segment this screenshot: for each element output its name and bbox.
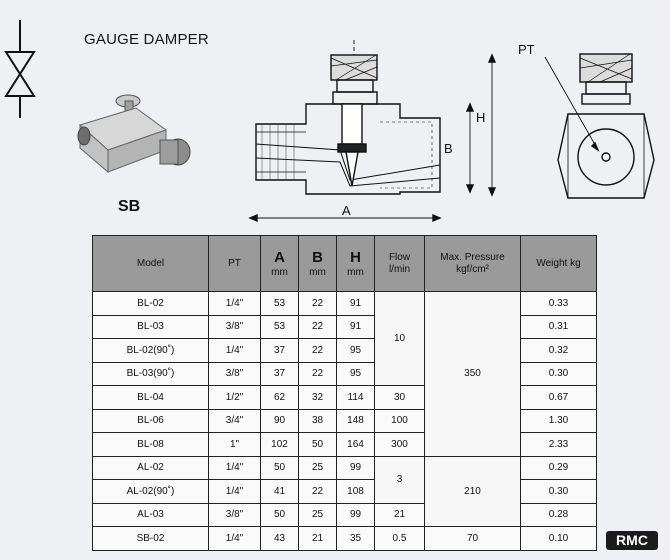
cell-model: BL-03(90˚)	[93, 362, 209, 386]
cell-pt: 1/4"	[209, 527, 261, 551]
cell-a: 50	[261, 456, 299, 480]
cell-h: 99	[337, 503, 375, 527]
table-row	[93, 503, 597, 527]
cell-b: 22	[299, 362, 337, 386]
header-a: A mm	[261, 236, 299, 292]
cell-a: 102	[261, 433, 299, 457]
cell-b: 22	[299, 292, 337, 316]
cell-pt: 3/4"	[209, 409, 261, 433]
cell-weight: 0.10	[521, 527, 597, 551]
cell-b: 22	[299, 315, 337, 339]
cell-a: 62	[261, 386, 299, 410]
cell-flow: 30	[375, 386, 425, 410]
table-row	[93, 527, 597, 551]
cell-weight: 0.33	[521, 292, 597, 316]
cell-weight: 1.30	[521, 409, 597, 433]
table-row	[93, 409, 597, 433]
cell-h: 148	[337, 409, 375, 433]
cell-model: BL-02(90˚)	[93, 339, 209, 363]
front-section-drawing	[250, 40, 495, 221]
header-h: H mm	[337, 236, 375, 292]
cell-flow: 100	[375, 409, 425, 433]
cell-model: BL-03	[93, 315, 209, 339]
cell-h: 91	[337, 292, 375, 316]
cell-model: AL-02	[93, 456, 209, 480]
cell-h: 91	[337, 315, 375, 339]
table-row	[93, 480, 597, 504]
cell-model: SB-02	[93, 527, 209, 551]
cell-b: 25	[299, 503, 337, 527]
cell-b: 21	[299, 527, 337, 551]
cell-pt: 1/4"	[209, 456, 261, 480]
cell-pt: 3/8"	[209, 503, 261, 527]
cell-b: 22	[299, 480, 337, 504]
cell-h: 108	[337, 480, 375, 504]
product-label: SB	[118, 198, 141, 215]
cell-b: 38	[299, 409, 337, 433]
spec-table	[92, 235, 597, 551]
cell-h: 95	[337, 362, 375, 386]
cell-pressure: 210	[425, 456, 521, 527]
cell-a: 53	[261, 315, 299, 339]
header-max-pressure: Max. Pressure kgf/cm²	[425, 236, 521, 292]
cell-pressure: 70	[425, 527, 521, 551]
header-weight: Weight kg	[521, 236, 597, 292]
cell-weight: 0.30	[521, 480, 597, 504]
cell-a: 50	[261, 503, 299, 527]
page-title: GAUGE DAMPER	[84, 31, 209, 48]
cell-pt: 1/4"	[209, 480, 261, 504]
cell-a: 37	[261, 339, 299, 363]
cell-weight: 2.33	[521, 433, 597, 457]
cell-weight: 0.28	[521, 503, 597, 527]
cell-h: 35	[337, 527, 375, 551]
cell-weight: 0.32	[521, 339, 597, 363]
cell-weight: 0.30	[521, 362, 597, 386]
cell-pt: 1/4"	[209, 339, 261, 363]
cell-a: 41	[261, 480, 299, 504]
cell-a: 53	[261, 292, 299, 316]
table-row	[93, 433, 597, 457]
cell-model: AL-03	[93, 503, 209, 527]
cell-model: BL-02	[93, 292, 209, 316]
cell-flow: 300	[375, 433, 425, 457]
a-dimension-label: A	[342, 203, 351, 218]
cell-b: 32	[299, 386, 337, 410]
valve-symbol	[6, 20, 34, 118]
cell-h: 95	[337, 339, 375, 363]
table-row	[93, 292, 597, 316]
cell-pt: 1/2"	[209, 386, 261, 410]
cell-a: 37	[261, 362, 299, 386]
cell-a: 90	[261, 409, 299, 433]
header-b: B mm	[299, 236, 337, 292]
cell-model: BL-04	[93, 386, 209, 410]
table-row	[93, 362, 597, 386]
b-dimension-label: B	[444, 141, 453, 156]
header-flow: Flow l/min	[375, 236, 425, 292]
product-photo	[78, 95, 190, 172]
cell-pressure: 350	[425, 292, 521, 457]
cell-b: 50	[299, 433, 337, 457]
cell-flow: 0.5	[375, 527, 425, 551]
cell-pt: 1/4"	[209, 292, 261, 316]
cell-flow: 21	[375, 503, 425, 527]
cell-h: 164	[337, 433, 375, 457]
cell-model: BL-08	[93, 433, 209, 457]
cell-model: AL-02(90˚)	[93, 480, 209, 504]
cell-flow: 3	[375, 456, 425, 503]
header-model: Model	[93, 236, 209, 292]
h-dimension-label: H	[476, 110, 486, 125]
cell-weight: 0.67	[521, 386, 597, 410]
cell-h: 99	[337, 456, 375, 480]
table-row	[93, 456, 597, 480]
brand-badge: RMC	[606, 531, 658, 550]
cell-b: 22	[299, 339, 337, 363]
cell-weight: 0.31	[521, 315, 597, 339]
side-view-drawing	[545, 54, 654, 198]
table-row	[93, 339, 597, 363]
pt-dimension-label: PT	[518, 42, 535, 57]
table-row	[93, 315, 597, 339]
cell-b: 25	[299, 456, 337, 480]
cell-weight: 0.29	[521, 456, 597, 480]
cell-pt: 3/8"	[209, 362, 261, 386]
cell-flow: 10	[375, 292, 425, 386]
cell-pt: 3/8"	[209, 315, 261, 339]
cell-model: BL-06	[93, 409, 209, 433]
cell-pt: 1"	[209, 433, 261, 457]
header-pt: PT	[209, 236, 261, 292]
table-header-row	[93, 236, 597, 292]
cell-h: 114	[337, 386, 375, 410]
cell-a: 43	[261, 527, 299, 551]
table-row	[93, 386, 597, 410]
